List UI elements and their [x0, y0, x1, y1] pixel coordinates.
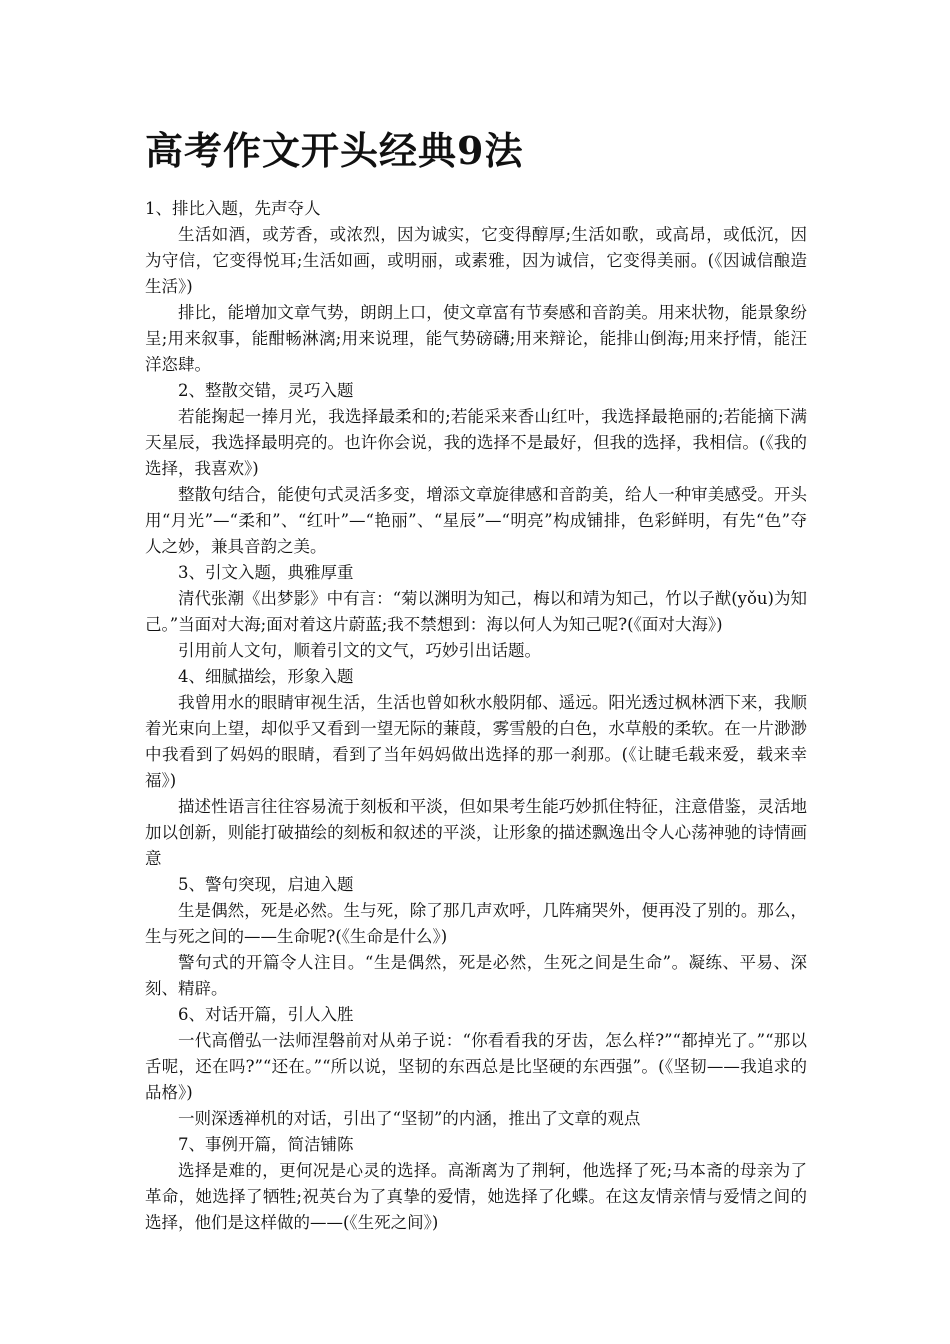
paragraph: 4、细腻描绘，形象入题	[178, 667, 354, 686]
paragraph: 2、整散交错，灵巧入题	[178, 381, 354, 400]
paragraph: 选择是难的，更何况是心灵的选择。高渐离为了荆轲，他选择了死;马本斋的母亲为了革命，她选择了牺牲;祝英台为了真挚的爱情，她选择了化蝶。在这友情亲情与爱情之间的选择，他们是这样做的——(《生死之间》)	[145, 1161, 807, 1232]
paragraph: 警句式的开篇令人注目。“生是偶然，死是必然，生死之间是生命”。凝练、平易、深刻、精辟。	[145, 953, 807, 998]
paragraph: 若能掬起一捧月光，我选择最柔和的;若能采来香山红叶，我选择最艳丽的;若能摘下满天星辰，我选择最明亮的。也许你会说，我的选择不是最好，但我的选择，我相信。(《我的选择，我喜欢》)	[145, 407, 807, 478]
paragraph: 生是偶然，死是必然。生与死，除了那几声欢呼，几阵痛哭外，便再没了别的。那么，生与死之间的——生命呢?(《生命是什么》)	[145, 901, 807, 946]
paragraph: 生活如酒，或芳香，或浓烈，因为诚实，它变得醇厚;生活如歌，或高昂，或低沉，因为守信，它变得悦耳;生活如画，或明丽，或素雅，因为诚信，它变得美丽。(《因诚信酿造生活》)	[145, 225, 807, 296]
paragraph: 5、警句突现，启迪入题	[178, 875, 354, 894]
paragraph: 6、对话开篇，引人入胜	[178, 1005, 354, 1024]
document-body	[145, 196, 807, 1236]
document-title: 高考作文开头经典9法	[145, 128, 524, 173]
paragraph: 清代张潮《出梦影》中有言：“菊以渊明为知己，梅以和靖为知己，竹以子猷(yǒu)为知己。”当面对大海;面对着这片蔚蓝;我不禁想到：海以何人为知己呢?(《面对大海》)	[145, 589, 807, 634]
paragraph: 7、事例开篇，简洁铺陈	[178, 1135, 354, 1154]
paragraph: 我曾用水的眼睛审视生活，生活也曾如秋水般阴郁、遥远。阳光透过枫林洒下来，我顺着光束向上望，却似乎又看到一望无际的蒹葭，雾雪般的白色，水草般的柔软。在一片渺渺中我看到了妈妈的眼睛，看到了当年妈妈做出选择的那一刹那。(《让睫毛载来爱，载来幸福》)	[145, 693, 807, 790]
paragraph: 引用前人文句，顺着引文的文气，巧妙引出话题。	[178, 641, 541, 660]
paragraph: 排比，能增加文章气势，朗朗上口，使文章富有节奏感和音韵美。用来状物，能景象纷呈;用来叙事，能酣畅淋漓;用来说理，能气势磅礴;用来辩论，能排山倒海;用来抒情，能汪洋恣肆。	[145, 303, 807, 374]
paragraph: 整散句结合，能使句式灵活多变，增添文章旋律感和音韵美，给人一种审美感受。开头用“月光”—“柔和”、“红叶”—“艳丽”、“星辰”—“明亮”构成铺排，色彩鲜明，有先“色”夺人之妙，兼具音韵之美。	[145, 485, 807, 556]
paragraph: 1、排比入题，先声夺人	[145, 199, 321, 218]
paragraph: 一则深透禅机的对话，引出了“坚韧”的内涵，推出了文章的观点	[178, 1109, 641, 1128]
paragraph: 3、引文入题，典雅厚重	[178, 563, 354, 582]
paragraph: 描述性语言往往容易流于刻板和平淡，但如果考生能巧妙抓住特征，注意借鉴，灵活地加以创新，则能打破描绘的刻板和叙述的平淡，让形象的描述飘逸出令人心荡神驰的诗情画意	[145, 797, 807, 868]
paragraph: 一代高僧弘一法师涅磐前对从弟子说：“你看看我的牙齿，怎么样?”“都掉光了。”“那以舌呢，还在吗?”“还在。”“所以说，坚韧的东西总是比坚硬的东西强”。(《坚韧——我追求的品格》)	[145, 1031, 807, 1102]
